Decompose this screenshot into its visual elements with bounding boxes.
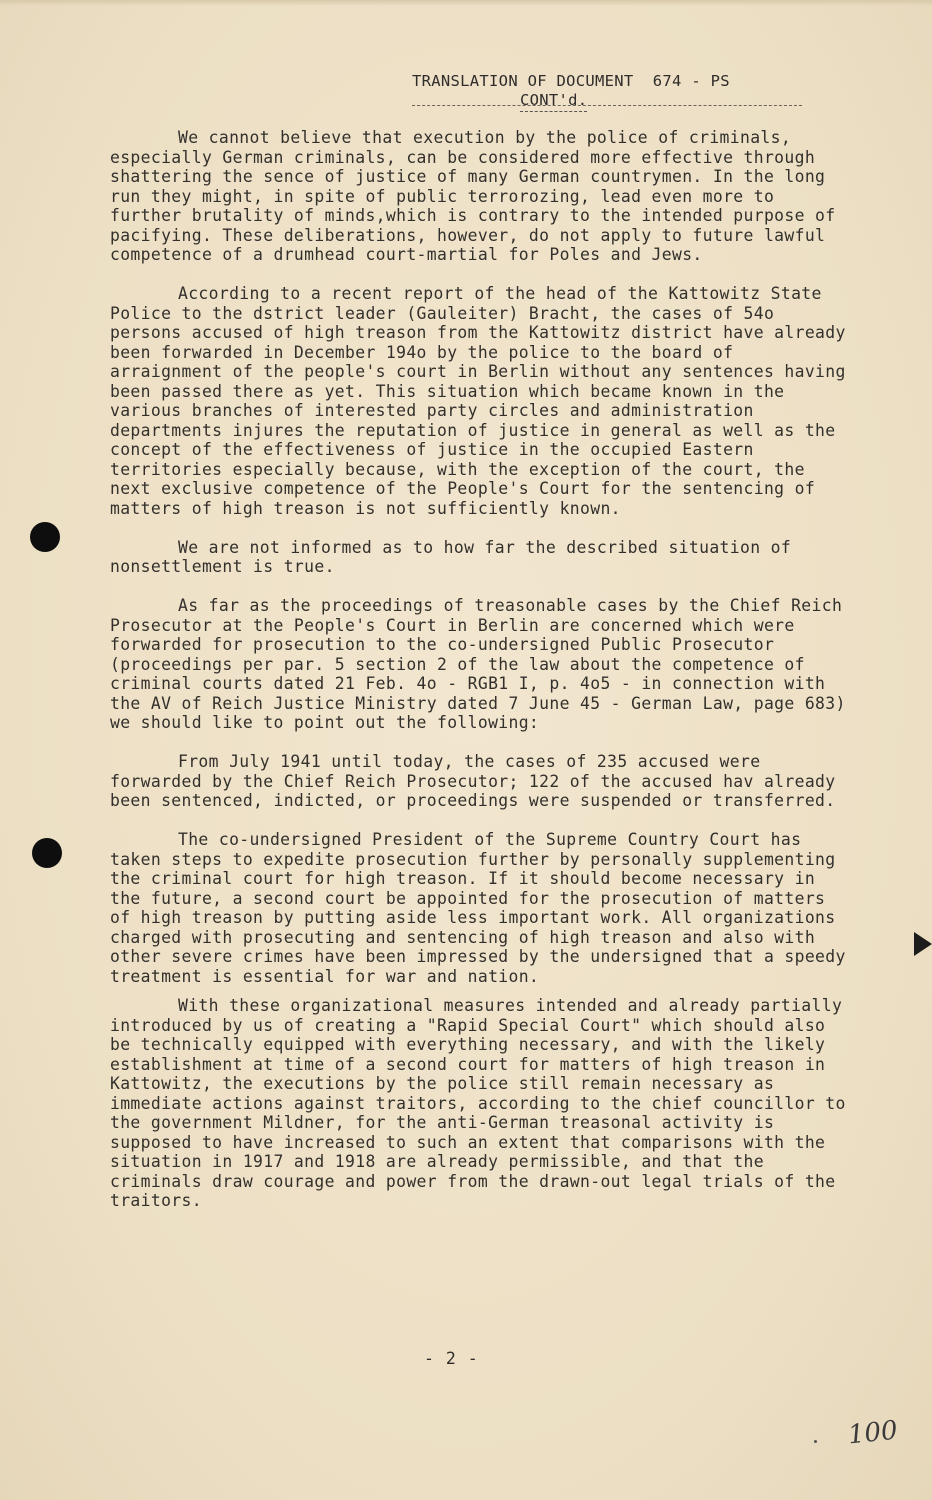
header-title: TRANSLATION OF DOCUMENT 674 - PS	[412, 72, 730, 90]
paragraph-1: We cannot believe that execution by the police of criminals, especially German criminals, can be considered more effective through shattering the sence of justice of many German countrymen. In the long run they might, in spite of public terrorozing, lead even more to further brutality of minds,which is contrary to the intended purpose of pacifying. These deliberations, however, do not apply to future lawful competence of a drumhead court-martial for Poles and Jews.	[110, 128, 836, 264]
punch-hole-upper	[30, 522, 60, 552]
header-contd: CONT'd.	[520, 91, 587, 112]
document-header	[412, 72, 832, 112]
paragraph-2: According to a recent report of the head of the Kattowitz State Police to the dstrict leader (Gauleiter) Bracht, the cases of 54o persons accused of high treason from the Kattowitz district have already been forwarded in December 194o by the police to the board of arraignment of the people's court in Berlin without any sentences having been passed there as yet. This situation which became known in the various branches of interested party circles and administration departments injures the reputation of justice in general as well as the concept of the effectiveness of justice in the occupied Eastern territories especially because, with the exception of the court, the next exclusive competence of the People's Court for the sentencing of matters of high treason is not sufficiently known.	[110, 284, 846, 518]
paragraph-7: With these organizational measures intended and already partially introduced by us of creating a "Rapid Special Court" which should also be technically equipped with everything necessary, and with the likely establishment at time of a second court for matters of high treason in Kattowitz, the executions by the police still remain necessary as immediate actions against traitors, according to the chief councillor to the government Mildner, for the anti-German treasonal activity is supposed to have increased to such an extent that comparisons with the situation in 1917 and 1918 are already permissible, and that the criminals draw courage and power from the drawn-out legal trials of the traitors.	[110, 996, 846, 1210]
handwritten-dot	[814, 1440, 817, 1443]
paragraph-4: As far as the proceedings of treasonable cases by the Chief Reich Prosecutor at the People's Court in Berlin are concerned which were forwarded for prosecution to the co-undersigned Public Prosecutor (proceedings per par. 5 section 2 of the law about the competence of criminal courts dated 21 Feb. 4o - RGB1 I, p. 4o5 - in connection with the AV of Reich Justice Ministry dated 7 June 45 - German Law, page 683) we should like to point out the following:	[110, 596, 846, 732]
paragraph-6: The co-undersigned President of the Supreme Country Court has taken steps to expedite prosecution further by personally supplementing the criminal court for high treason. If it should become necessary in the future, a second court be appointed for the prosecution of matters of high treason by putting aside less important work. All organizations charged with prosecuting and sentencing of high treason and also with other severe crimes have been impressed by the undersigned that a speedy treatment is essential for war and nation.	[110, 830, 846, 986]
header-underline	[412, 105, 802, 106]
paragraph-5: From July 1941 until today, the cases of 235 accused were forwarded by the Chief Reich Prosecutor; 122 of the accused hav already been sentenced, indicted, or proceedings were suspended or transferred.	[110, 752, 836, 810]
handwritten-page-number: 100	[846, 1415, 900, 1451]
document-body	[110, 128, 855, 1230]
paragraph-3: We are not informed as to how far the described situation of nonsettlement is true.	[110, 537, 792, 576]
top-edge-shadow	[0, 0, 932, 6]
edge-tab-mark	[914, 932, 932, 956]
punch-hole-lower	[32, 838, 62, 868]
page-number: - 2 -	[424, 1349, 479, 1368]
